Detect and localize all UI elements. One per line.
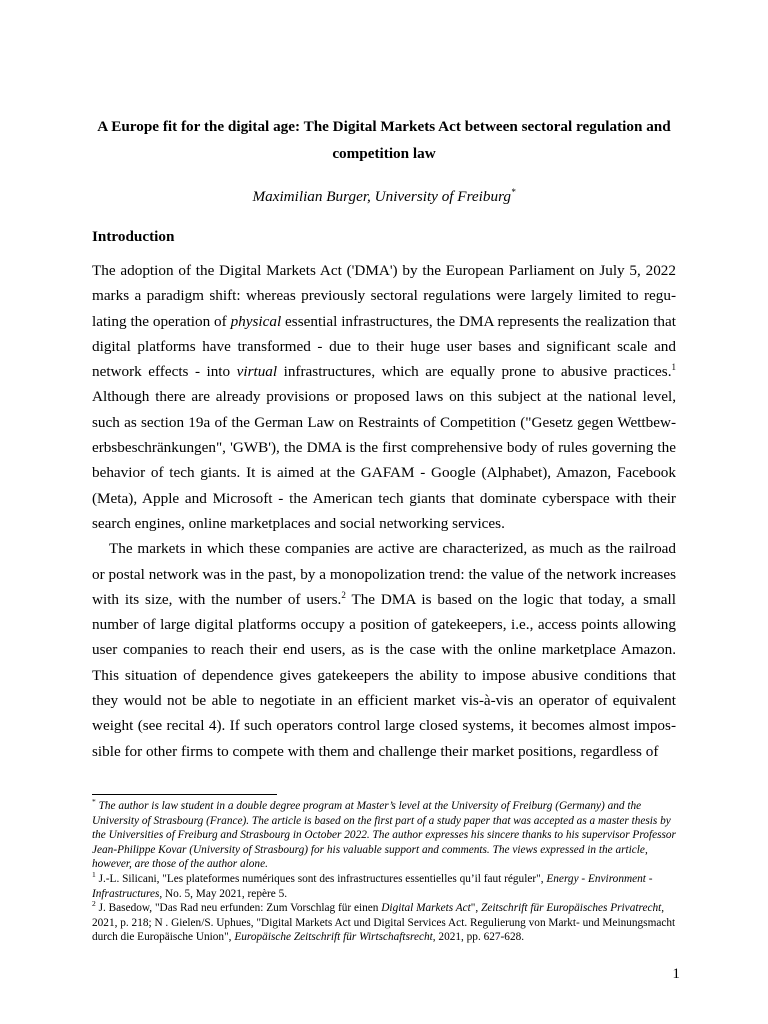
- text-run: infrastructures, which are equally prone to abusive practices.: [277, 363, 672, 381]
- section-heading: Introduction: [92, 228, 175, 245]
- footnotes: [92, 799, 676, 945]
- author-line: [92, 185, 676, 209]
- footnote-mark-2: 2: [92, 899, 96, 909]
- text-run: Although there are already provisions or proposed laws on this subject at the national level, such as section 19a of the German Law on Restraints of Competition ("Gesetz gegen Wettbewerbsbeschränkungen", 'GWB'), the DMA is the first comprehensive body of rules governing the behavior of tech giants. It is aimed at the GAFAM - Google (Alphabet), Amazon, Facebook (Meta), Apple and Microsoft - the American tech giants that dominate cyberspace with their search engines, online marketplaces and social networking services.: [92, 388, 676, 532]
- text-run: essential infrastructures, the DMA represents the realization that digital platforms have transformed - due to their huge user bases and significant scale and network effects - into: [92, 312, 676, 381]
- footnote-1: [92, 872, 676, 901]
- text-run: The DMA is based on the logic that today, a small number of large digital platforms occupy a position of gatekeepers, i.e., access points allowing user companies to reach their end users, as is the case with the online marketplace Amazon. This situation of dependence gives gatekeepers the ability to impose abusive conditions that they would not be able to negotiate in an efficient market vis-à-vis an operator of equivalent weight (see recital 4). If such operators control large closed systems, it becomes almost impossible for other firms to compete with them and challenge their market positions, regardless of: [92, 590, 676, 760]
- page-number: 1: [672, 965, 680, 982]
- text-run: The adoption of the Digital Markets Act ('DMA') by the European Parliament on July 5, 2022 marks a paradigm shift: whereas previously sectoral regulations were largely limited to regulating the operation of: [92, 262, 676, 330]
- journal-title: Zeitschrift für Europäisches Privatrecht: [481, 902, 662, 915]
- footnote-2: [92, 901, 676, 945]
- footnote-author: [92, 799, 676, 872]
- text-run: J. Basedow, "Das Rad neu erfunden: Zum Vorschlag für einen: [95, 902, 382, 915]
- paragraph-2: [92, 536, 676, 764]
- body-text: [92, 258, 676, 764]
- text-run: J.-L. Silicani, "Les plateformes numériques sont des infrastructures essentielles qu’il faut réguler",: [95, 872, 547, 885]
- emphasis-virtual: virtual: [236, 363, 278, 381]
- author-name: Maximilian Burger, University of Freiburg: [252, 188, 512, 205]
- footnote-ref-2: 2: [341, 589, 346, 600]
- text-run: , 2021, pp. 627-628.: [432, 931, 525, 944]
- text-run: , 2021, p. 218; N . Gielen/S. Uphues, "Digital Markets Act und Digital Services Act. Regulierung von Markt- und Meinungsmacht durch die Europäische Union",: [92, 902, 676, 944]
- text-run: ",: [470, 902, 482, 915]
- paragraph-1: [92, 258, 676, 536]
- paper-title: A Europe fit for the digital age: The Digital Markets Act between sectoral regulation and competition law: [97, 118, 671, 162]
- footnote-mark-star: *: [92, 797, 96, 807]
- journal-title: Europäische Zeitschrift für Wirtschaftsrecht: [234, 931, 433, 944]
- footnote-author-text: The author is law student in a double degree program at Master’s level at the University of Freiburg (Germany) and the University of Strasbourg (France). The article is based on the first part of a study paper that was accepted as a master thesis by the Universities of Freiburg and Strasbourg in October 2022. The author expresses his sincere thanks to his supervisor Professor Jean-Philippe Kovar (University of Strasbourg) for his valuable support and comments. The views expressed in the article, however, are those of the author alone.: [92, 800, 676, 871]
- text-run: The markets in which these companies are active are characterized, as much as the railroad or postal network was in the past, by a monopolization trend: the value of the network increases with its size, with the number of users.: [92, 540, 676, 608]
- footnote-separator: [92, 794, 277, 795]
- footnote-mark-1: 1: [92, 870, 96, 880]
- footnote-ref-1: 1: [671, 362, 676, 373]
- emphasis-physical: physical: [230, 312, 282, 330]
- emphasis-dma: Digital Markets Act: [381, 902, 471, 915]
- text-run: , No. 5, May 2021, repère 5.: [159, 887, 288, 900]
- journal-title: Energy - Environment - Infrastructures: [92, 872, 653, 900]
- author-footnote-mark: *: [511, 186, 516, 197]
